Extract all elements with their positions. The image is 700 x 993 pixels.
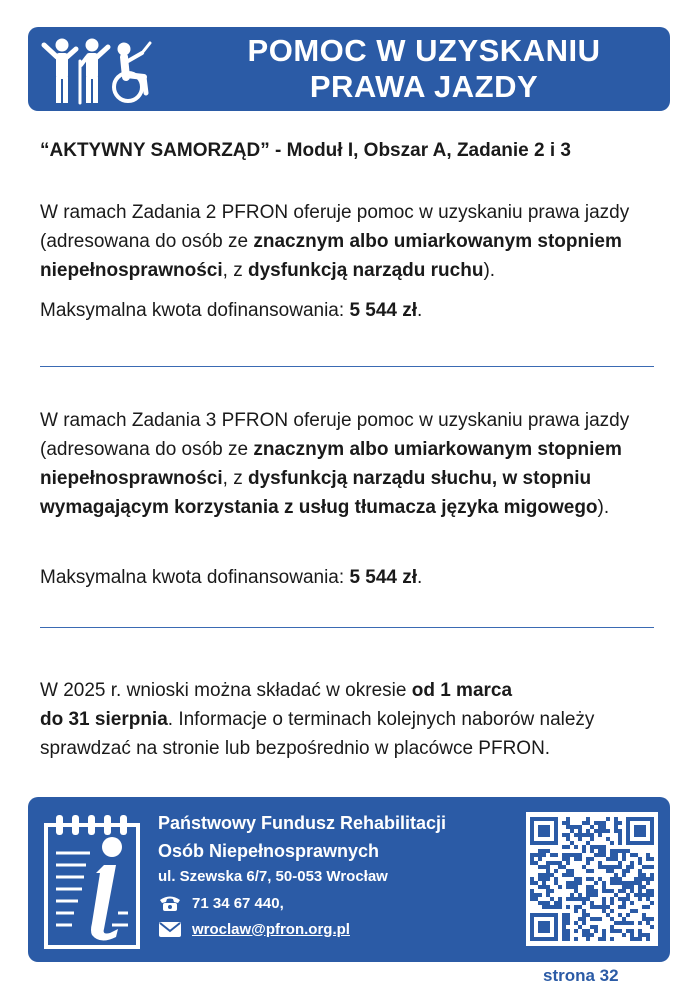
phone-row [158,894,284,912]
section-divider [40,627,654,628]
email-link[interactable]: wroclaw@pfron.org.pl [192,920,350,938]
phone-icon [158,894,182,912]
phone-number: 71 34 67 440, [192,894,284,912]
title-line-2: PRAWA JAZDY [309,69,539,104]
info-document-icon [42,809,150,952]
program-subtitle: “AKTYWNY SAMORZĄD” - Moduł I, Obszar A, Zadanie 2 i 3 [40,140,571,161]
people-with-disabilities-icon [40,35,178,105]
task-2-description: W ramach Zadania 2 PFRON oferuje pomoc w uzyskaniu prawa jazdy (adresowana do osób ze znacznym albo umiarkowanym stopniem niepełnosprawności, z dysfunkcją narządu ruchu). [40,202,630,281]
task-2-amount: Maksymalna kwota dofinansowania: 5 544 zł. [40,300,423,321]
qr-code[interactable] [526,812,658,946]
organization-name: Państwowy Fundusz Rehabilitacji Osób Niepełnosprawnych [158,813,447,861]
page-title [198,33,650,105]
task-3-amount: Maksymalna kwota dofinansowania: 5 544 zł. [40,567,423,588]
header-banner [28,27,670,111]
address: ul. Szewska 6/7, 50-053 Wrocław [158,868,388,885]
envelope-icon [158,920,182,938]
contact-footer [28,797,670,962]
page-number: strona 32 [543,966,619,985]
task-3-description: W ramach Zadania 3 PFRON oferuje pomoc w uzyskaniu prawa jazdy (adresowana do osób ze znacznym albo umiarkowanym stopniem niepełnosprawności, z dysfunkcją narządu słuchu, w stopniu wymagającym korzystania z usług tłumacza języka migowego). [40,410,630,518]
email-row [158,920,350,938]
title-line-1: POMOC W UZYSKANIU [247,33,601,68]
section-divider [40,366,654,367]
application-period-info: W 2025 r. wnioski można składać w okresie od 1 marca do 31 sierpnia. Informacje o terminach kolejnych naborów należy sprawdzać na stronie lub bezpośrednio w placówce PFRON. [40,680,595,759]
